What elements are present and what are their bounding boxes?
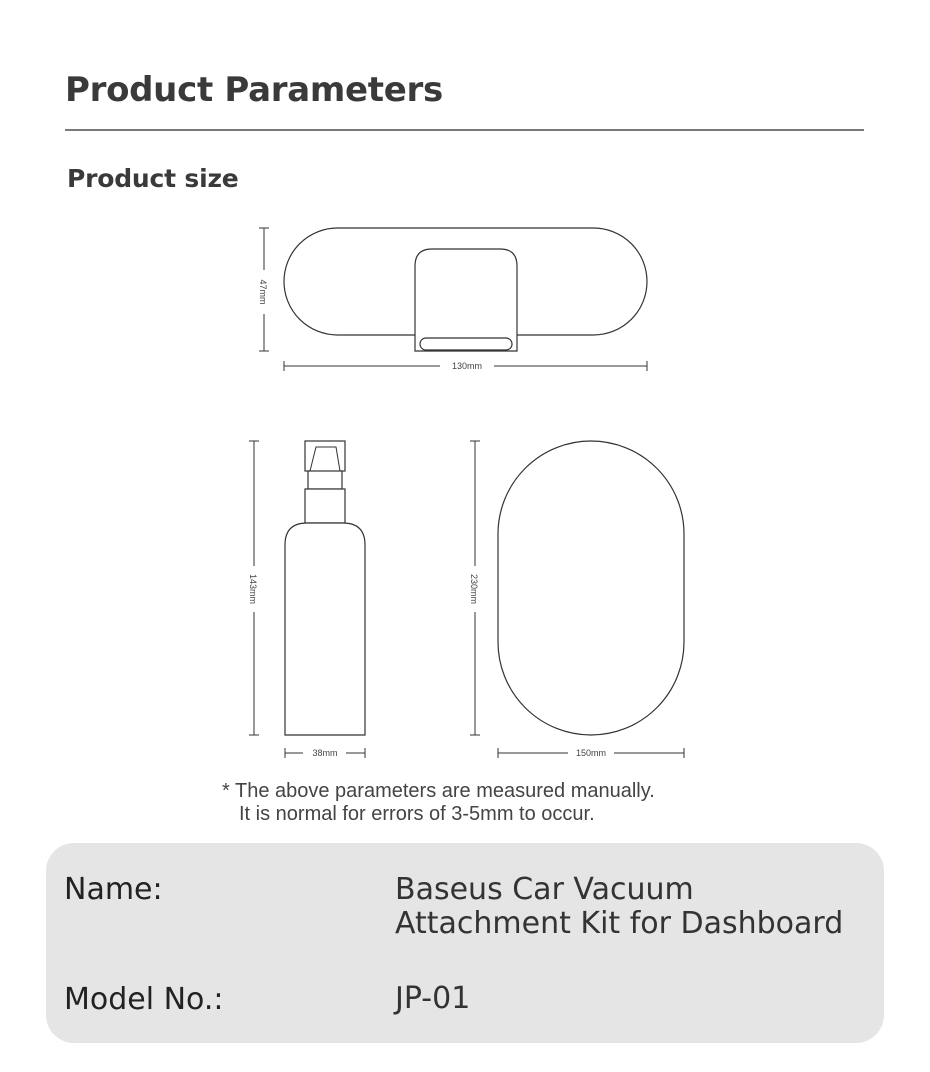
measurement-note-line-2: It is normal for errors of 3-5mm to occur. (239, 803, 595, 825)
dimension-label-47mm: 47mm (258, 279, 268, 305)
name-value-line-1: Baseus Car Vacuum (395, 872, 694, 907)
spray-bottle-drawing (285, 441, 365, 735)
dimension-tool-height (258, 228, 269, 351)
model-label: Model No.: (64, 982, 224, 1017)
measurement-note (222, 780, 742, 826)
dimension-cloth-width (498, 748, 684, 758)
dimension-label-38mm: 38mm (312, 748, 338, 758)
cleaning-cloth-drawing (498, 441, 684, 735)
section-subtitle: Product size (67, 164, 239, 193)
model-value: JP-01 (395, 981, 471, 1016)
dimension-label-150mm: 150mm (575, 748, 607, 758)
brush-attachment-drawing (284, 228, 647, 351)
dimension-label-130mm: 130mm (451, 361, 483, 371)
dimension-label-143mm: 143mm (248, 573, 258, 605)
page-title: Product Parameters (65, 70, 443, 110)
dimension-bottle-width (285, 748, 365, 758)
dimension-tool-width (284, 361, 647, 371)
name-value-line-2: Attachment Kit for Dashboard (395, 906, 844, 941)
dimension-bottle-height (248, 441, 259, 735)
measurement-note-line-1: * The above parameters are measured manually. (222, 780, 655, 802)
product-info-card (46, 843, 884, 1043)
dimension-label-230mm: 230mm (469, 573, 479, 605)
name-label: Name: (64, 872, 163, 907)
dimension-cloth-height (469, 441, 480, 735)
